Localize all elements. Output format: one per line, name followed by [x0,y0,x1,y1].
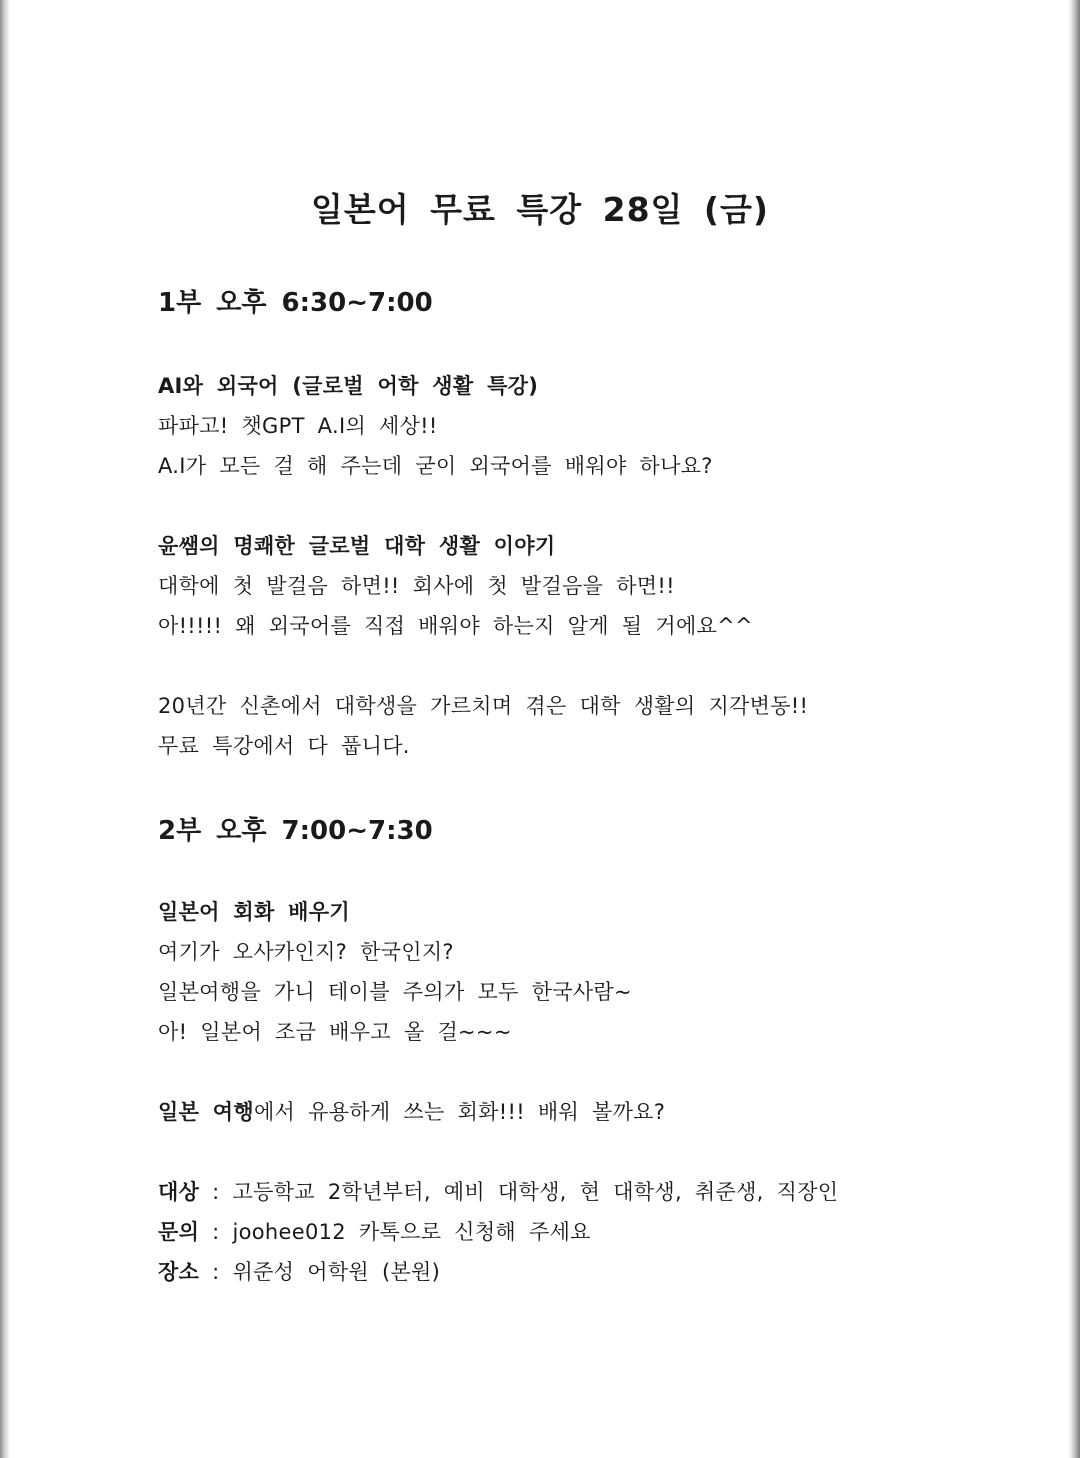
info-contact-value: : joohee012 카톡으로 신청해 주세요 [199,1220,591,1244]
part1-section2-line-1: 대학에 첫 발걸음 하면!! 회사에 첫 발걸음을 하면!! [158,574,675,598]
info-contact [158,1216,591,1246]
part2-heading: 2부 오후 7:00~7:30 [158,816,433,846]
part1-section1-heading: AI와 외국어 (글로벌 어학 생활 특강) [158,374,539,398]
part2-section1-line-1: 여기가 오사카인지? 한국인지? [158,940,454,964]
promo-rest-text: 에서 유용하게 쓰는 회화!!! 배워 볼까요? [253,1100,666,1124]
document-page [10,0,1068,1458]
part2-section1-heading: 일본어 회화 배우기 [158,900,350,924]
info-place [158,1256,440,1286]
info-place-label: 장소 [158,1260,200,1284]
document-title: 일본어 무료 특강 28일 (금) [311,190,769,229]
part1-heading: 1부 오후 6:30~7:00 [158,288,433,318]
info-target-value: : 고등학교 2학년부터, 예비 대학생, 현 대학생, 취준생, 직장인 [199,1180,839,1204]
part1-section1-line-1: 파파고! 챗GPT A.I의 세상!! [158,414,438,438]
promo-bold-text: 일본 여행 [158,1100,254,1124]
info-place-value: : 위준성 어학원 (본원) [199,1260,441,1284]
part2-section1-line-3: 아! 일본어 조금 배우고 올 걸~~~ [158,1020,512,1044]
part1-section2-line-2: 아!!!!! 왜 외국어를 직접 배워야 하는지 알게 될 거에요^^ [158,614,753,638]
part2-section1-line-2: 일본여행을 가니 테이블 주의가 모두 한국사람~ [158,980,632,1004]
part1-section3-line-1: 20년간 신촌에서 대학생을 가르치며 겪은 대학 생활의 지각변동!! [158,694,809,718]
info-contact-label: 문의 [158,1220,200,1244]
info-target-label: 대상 [158,1180,200,1204]
part2-promo-line [158,1096,665,1126]
part1-section3-line-2: 무료 특강에서 다 풉니다. [158,734,410,758]
part1-section2-heading: 윤쌤의 명쾌한 글로벌 대학 생활 이야기 [158,534,556,558]
part1-section1-line-2: A.I가 모든 걸 해 주는데 굳이 외국어를 배워야 하나요? [158,454,713,478]
info-target [158,1176,838,1206]
